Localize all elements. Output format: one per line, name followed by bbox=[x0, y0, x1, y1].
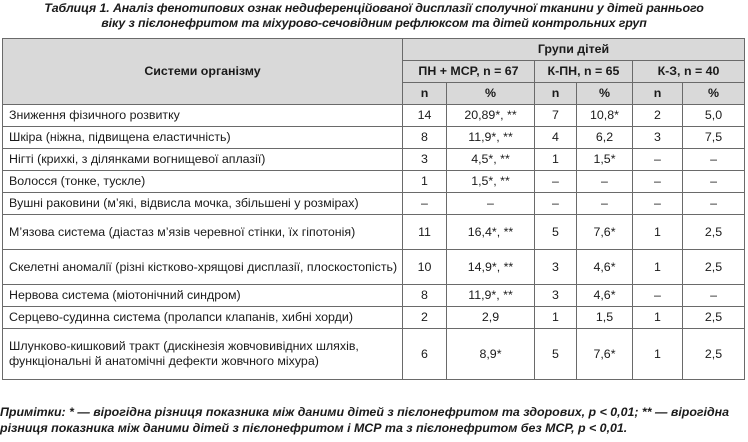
row-label: Скелетні аномалії (різні кістково-хрящові дисплазії, плоскостопість) bbox=[3, 250, 403, 285]
cell-n: 3 bbox=[633, 127, 683, 149]
cell-percent: 7,6* bbox=[577, 329, 633, 380]
cell-percent: 1,5 bbox=[577, 307, 633, 329]
cell-percent: 16,4*, ** bbox=[447, 215, 535, 250]
table-body bbox=[3, 105, 745, 380]
row-label: Серцево-судинна система (пролапси клапанів, хибні хорди) bbox=[3, 307, 403, 329]
subheader-n: n bbox=[535, 83, 577, 105]
cell-n: 3 bbox=[535, 285, 577, 307]
cell-percent: 14,9*, ** bbox=[447, 250, 535, 285]
cell-n: 14 bbox=[403, 105, 447, 127]
cell-percent: 2,5 bbox=[683, 250, 745, 285]
cell-percent: 5,0 bbox=[683, 105, 745, 127]
cell-n: 4 bbox=[535, 127, 577, 149]
cell-percent: 20,89*, ** bbox=[447, 105, 535, 127]
cell-percent: 7,5 bbox=[683, 127, 745, 149]
subheader-percent: % bbox=[577, 83, 633, 105]
cell-n: – bbox=[633, 285, 683, 307]
cell-n: – bbox=[633, 149, 683, 171]
row-label: Нігті (крихкі, з ділянками вогнищевої аплазії) bbox=[3, 149, 403, 171]
cell-n: 1 bbox=[535, 307, 577, 329]
table-row bbox=[3, 285, 745, 307]
cell-percent: 11,9*, ** bbox=[447, 127, 535, 149]
cell-n: – bbox=[633, 171, 683, 193]
cell-n: 6 bbox=[403, 329, 447, 380]
phenotype-table bbox=[2, 38, 745, 380]
header-group-k-z: К-З, n = 40 bbox=[633, 61, 745, 83]
cell-percent: 2,9 bbox=[447, 307, 535, 329]
cell-n: – bbox=[535, 171, 577, 193]
cell-percent: – bbox=[683, 171, 745, 193]
cell-percent: – bbox=[447, 193, 535, 215]
cell-n: 8 bbox=[403, 285, 447, 307]
cell-percent: 8,9* bbox=[447, 329, 535, 380]
cell-n: 10 bbox=[403, 250, 447, 285]
header-group-k-pn: К-ПН, n = 65 bbox=[535, 61, 633, 83]
cell-n: 5 bbox=[535, 215, 577, 250]
header-group-pn-msr: ПН + МСР, n = 67 bbox=[403, 61, 535, 83]
cell-n: – bbox=[633, 193, 683, 215]
subheader-percent: % bbox=[683, 83, 745, 105]
cell-percent: 4,6* bbox=[577, 250, 633, 285]
subheader-n: n bbox=[403, 83, 447, 105]
cell-percent: 4,6* bbox=[577, 285, 633, 307]
table-row bbox=[3, 127, 745, 149]
cell-percent: 2,5 bbox=[683, 215, 745, 250]
cell-percent: 1,5*, ** bbox=[447, 171, 535, 193]
cell-n: 2 bbox=[633, 105, 683, 127]
table-row bbox=[3, 105, 745, 127]
cell-percent: 11,9*, ** bbox=[447, 285, 535, 307]
cell-percent: – bbox=[683, 193, 745, 215]
row-label: Волосся (тонке, тускле) bbox=[3, 171, 403, 193]
cell-percent: – bbox=[577, 171, 633, 193]
subheader-n: n bbox=[633, 83, 683, 105]
cell-percent: 2,5 bbox=[683, 307, 745, 329]
cell-n: 7 bbox=[535, 105, 577, 127]
table-row bbox=[3, 193, 745, 215]
cell-percent: 4,5*, ** bbox=[447, 149, 535, 171]
table-row bbox=[3, 149, 745, 171]
row-label: Вушні раковини (м’які, відвисла мочка, збільшені у розмірах) bbox=[3, 193, 403, 215]
cell-percent: 2,5 bbox=[683, 329, 745, 380]
cell-n: 1 bbox=[633, 307, 683, 329]
subheader-percent: % bbox=[447, 83, 535, 105]
table-footnote: Примітки: * — вірогідна різниця показника між даними дітей з пієлонефритом та здорових, р < 0,01; ** — вірогідна різниця показника між даними дітей з пієлонефритом і МСР та з пієлонефритом без МСР, р < 0,01. bbox=[0, 405, 730, 435]
table-row bbox=[3, 329, 745, 380]
cell-n: – bbox=[535, 193, 577, 215]
header-systems: Системи організму bbox=[3, 39, 403, 105]
cell-percent: – bbox=[577, 193, 633, 215]
cell-n: 1 bbox=[403, 171, 447, 193]
table-row bbox=[3, 215, 745, 250]
cell-n: 1 bbox=[633, 215, 683, 250]
cell-percent: 7,6* bbox=[577, 215, 633, 250]
cell-n: 1 bbox=[633, 250, 683, 285]
cell-n: – bbox=[403, 193, 447, 215]
table-caption bbox=[0, 1, 748, 31]
cell-n: 1 bbox=[535, 149, 577, 171]
row-label: Шлунково-кишковий тракт (дискінезія жовчовивідних шляхів, функціональні й анатомічні дефекти жовчного міхура) bbox=[3, 329, 403, 380]
caption-line-2: віку з пієлонефритом та міхурово-сечовідним рефлюксом та дітей контрольних груп bbox=[101, 16, 647, 30]
cell-percent: – bbox=[683, 149, 745, 171]
cell-n: 1 bbox=[633, 329, 683, 380]
cell-percent: 10,8* bbox=[577, 105, 633, 127]
cell-n: 3 bbox=[403, 149, 447, 171]
table-row bbox=[3, 307, 745, 329]
cell-percent: 6,2 bbox=[577, 127, 633, 149]
header-groups: Групи дітей bbox=[403, 39, 745, 61]
cell-n: 2 bbox=[403, 307, 447, 329]
cell-n: 3 bbox=[535, 250, 577, 285]
table-row bbox=[3, 250, 745, 285]
cell-n: 5 bbox=[535, 329, 577, 380]
cell-percent: 1,5* bbox=[577, 149, 633, 171]
row-label: М’язова система (діастаз м’язів черевної стінки, їх гіпотонія) bbox=[3, 215, 403, 250]
cell-percent: – bbox=[683, 285, 745, 307]
table-row bbox=[3, 171, 745, 193]
cell-n: 8 bbox=[403, 127, 447, 149]
cell-n: 11 bbox=[403, 215, 447, 250]
caption-line-1: Таблиця 1. Аналіз фенотипових ознак недиференційованої дисплазії сполучної тканини у дітей раннього bbox=[44, 1, 704, 15]
row-label: Зниження фізичного розвитку bbox=[3, 105, 403, 127]
row-label: Шкіра (ніжна, підвищена еластичність) bbox=[3, 127, 403, 149]
row-label: Нервова система (міотонічний синдром) bbox=[3, 285, 403, 307]
